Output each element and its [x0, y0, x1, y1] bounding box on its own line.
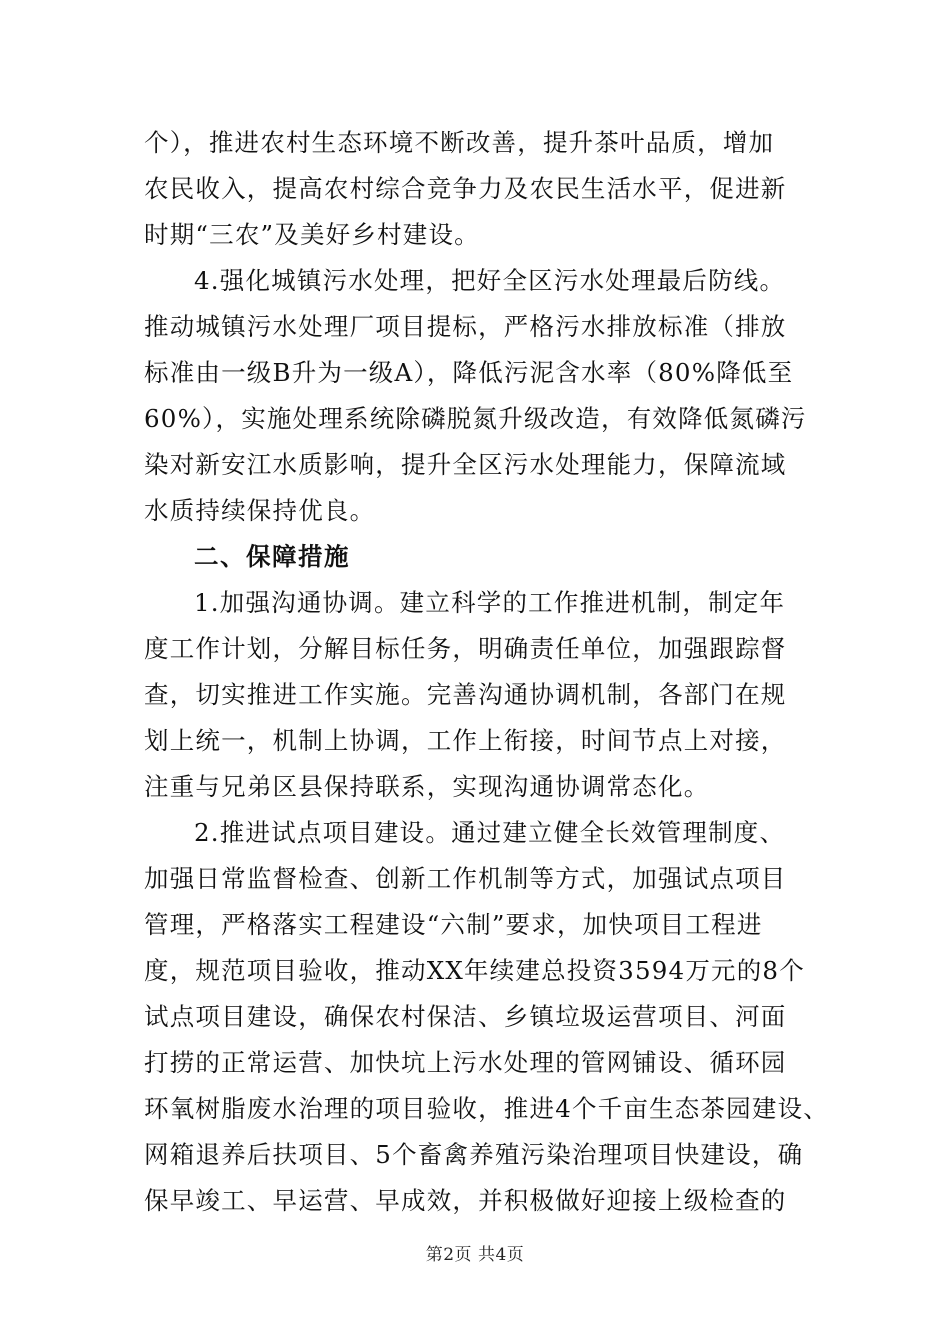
body-text-line: 度，规范项目验收，推动XX年续建总投资3594万元的8个	[144, 956, 805, 985]
body-text-line: 2.推进试点项目建设。通过建立健全长效管理制度、	[194, 818, 786, 847]
body-text-line: 管理，严格落实工程建设“六制”要求，加快项目工程进	[144, 910, 763, 939]
body-text-line: 注重与兄弟区县保持联系，实现沟通协调常态化。	[144, 772, 710, 801]
body-text-line: 60%），实施处理系统除磷脱氮升级改造，有效降低氮磷污	[144, 404, 807, 433]
section-heading: 二、保障措施	[194, 542, 350, 571]
body-text-line: 环氧树脂废水治理的项目验收，推进4个千亩生态茶园建设、	[144, 1094, 829, 1123]
body-text-line: 农民收入，提高农村综合竞争力及农民生活水平，促进新	[144, 174, 787, 203]
body-text-line: 度工作计划，分解目标任务，明确责任单位，加强跟踪督	[144, 634, 787, 663]
body-text-line: 时期“三农”及美好乡村建设。	[144, 220, 480, 249]
body-text-line: 保早竣工、早运营、早成效，并积极做好迎接上级检查的	[144, 1186, 787, 1215]
body-text-line: 加强日常监督检查、创新工作机制等方式，加强试点项目	[144, 864, 787, 893]
body-text-line: 4.强化城镇污水处理，把好全区污水处理最后防线。	[194, 266, 786, 295]
body-text-line: 打捞的正常运营、加快坑上污水处理的管网铺设、循环园	[144, 1048, 787, 1077]
body-text-line: 查，切实推进工作实施。完善沟通协调机制，各部门在规	[144, 680, 787, 709]
body-text-line: 划上统一，机制上协调，工作上衔接，时间节点上对接，	[144, 726, 787, 755]
body-text-line: 推动城镇污水处理厂项目提标，严格污水排放标准（排放	[144, 312, 787, 341]
body-text-line: 网箱退养后扶项目、5个畜禽养殖污染治理项目快建设，确	[144, 1140, 804, 1169]
body-text-line: 染对新安江水质影响，提升全区污水处理能力，保障流域	[144, 450, 787, 479]
body-text-line: 水质持续保持优良。	[144, 496, 376, 525]
body-text-line: 1.加强沟通协调。建立科学的工作推进机制，制定年	[194, 588, 786, 617]
body-text-line: 个），推进农村生态环境不断改善，提升茶叶品质，增加	[144, 128, 775, 157]
page-number-footer: 第2页 共4页	[425, 1245, 525, 1265]
body-text-line: 标准由一级B升为一级A），降低污泥含水率（80%降低至	[144, 358, 794, 387]
body-text-line: 试点项目建设，确保农村保洁、乡镇垃圾运营项目、河面	[144, 1002, 787, 1031]
